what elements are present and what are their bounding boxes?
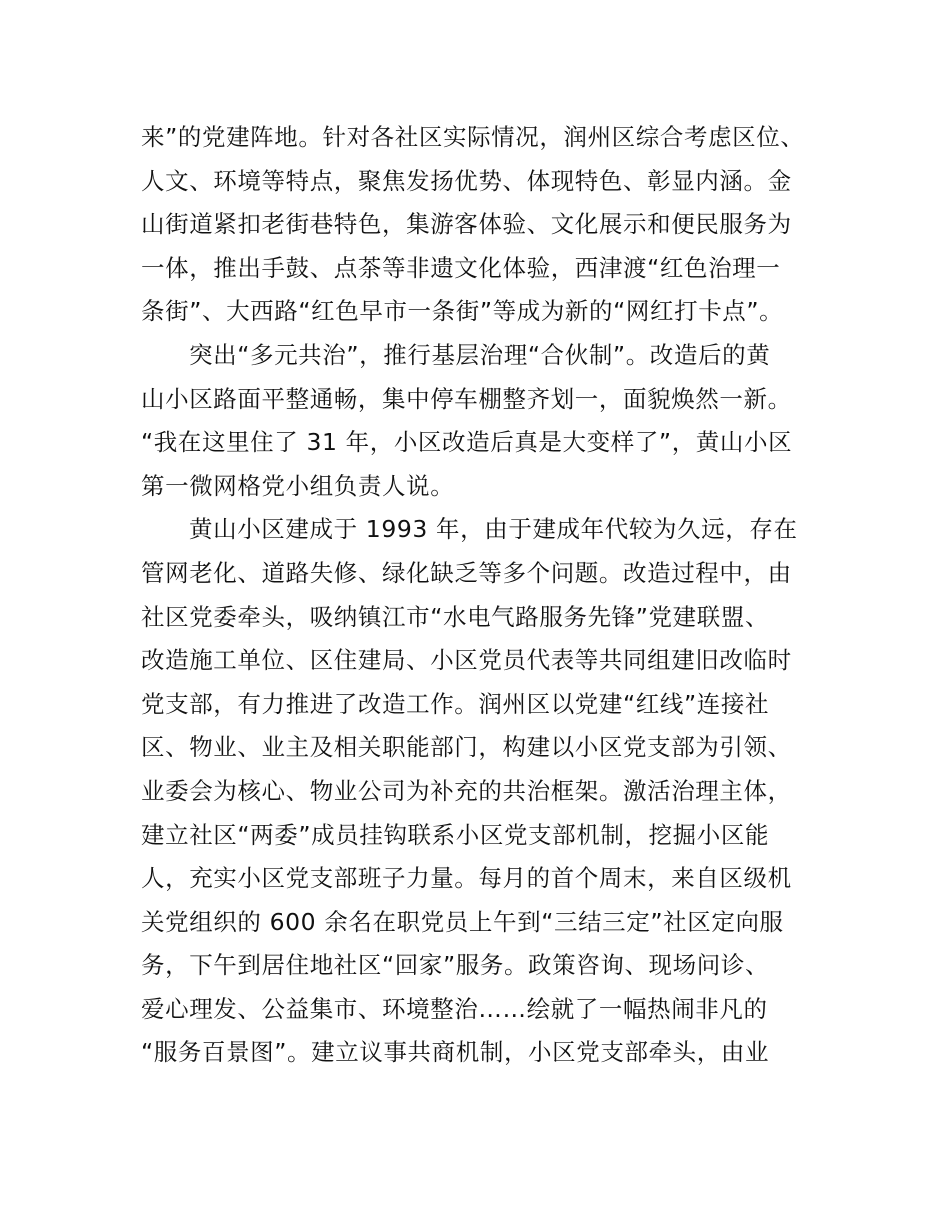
text-line: 爱心理发、公益集市、环境整治……绘就了一幅热闹非凡的 bbox=[141, 994, 768, 1023]
text-line: 一体，推出手鼓、点茶等非遗文化体验，西津渡“红色治理一 bbox=[141, 253, 781, 282]
text-line: 关党组织的 600 余名在职党员上午到“三结三定”社区定向服 bbox=[141, 907, 784, 936]
text-line: 黄山小区建成于 1993 年，由于建成年代较为久远，存在 bbox=[189, 515, 798, 544]
text-line: 管网老化、道路失修、绿化缺乏等多个问题。改造过程中，由 bbox=[141, 558, 792, 587]
document-body bbox=[141, 116, 811, 1075]
text-line: 建立社区“两委”成员挂钩联系小区党支部机制，挖掘小区能 bbox=[141, 820, 770, 849]
text-line: “服务百景图”。建立议事共商机制，小区党支部牵头，由业 bbox=[141, 1038, 770, 1067]
text-line: 区、物业、业主及相关职能部门，构建以小区党支部为引领、 bbox=[141, 733, 792, 762]
text-line: 第一微网格党小组负责人说。 bbox=[141, 471, 455, 500]
text-line: 业委会为核心、物业公司为补充的共治框架。激活治理主体， bbox=[141, 776, 792, 805]
text-line: 人，充实小区党支部班子力量。每月的首个周末，来自区级机 bbox=[141, 864, 792, 893]
text-line: 来”的党建阵地。针对各社区实际情况，润州区综合考虑区位、 bbox=[141, 123, 805, 151]
text-line: 党支部，有力推进了改造工作。润州区以党建“红线”连接社 bbox=[141, 689, 770, 718]
paragraph bbox=[141, 116, 811, 334]
text-line: 山街道紧扣老街巷特色，集游客体验、文化展示和便民服务为 bbox=[141, 210, 792, 239]
text-line: 条街”、大西路“红色早市一条街”等成为新的“网红打卡点”。 bbox=[141, 297, 784, 326]
paragraph bbox=[141, 334, 811, 508]
text-line: 社区党委牵头，吸纳镇江市“水电气路服务先锋”党建联盟、 bbox=[141, 602, 770, 631]
text-line: 人文、环境等特点，聚焦发扬优势、体现特色、彰显内涵。金 bbox=[141, 166, 792, 195]
text-line: “我在这里住了 31 年，小区改造后真是大变样了”，黄山小区 bbox=[141, 428, 793, 457]
text-line: 改造施工单位、区住建局、小区党员代表等共同组建旧改临时 bbox=[141, 646, 792, 675]
paragraph bbox=[141, 508, 811, 1075]
text-line: 突出“多元共治”，推行基层治理“合伙制”。改造后的黄 bbox=[189, 340, 771, 369]
text-line: 山小区路面平整通畅，集中停车棚整齐划一，面貌焕然一新。 bbox=[141, 384, 792, 413]
text-line: 务，下午到居住地社区“回家”服务。政策咨询、现场问诊、 bbox=[141, 951, 770, 980]
